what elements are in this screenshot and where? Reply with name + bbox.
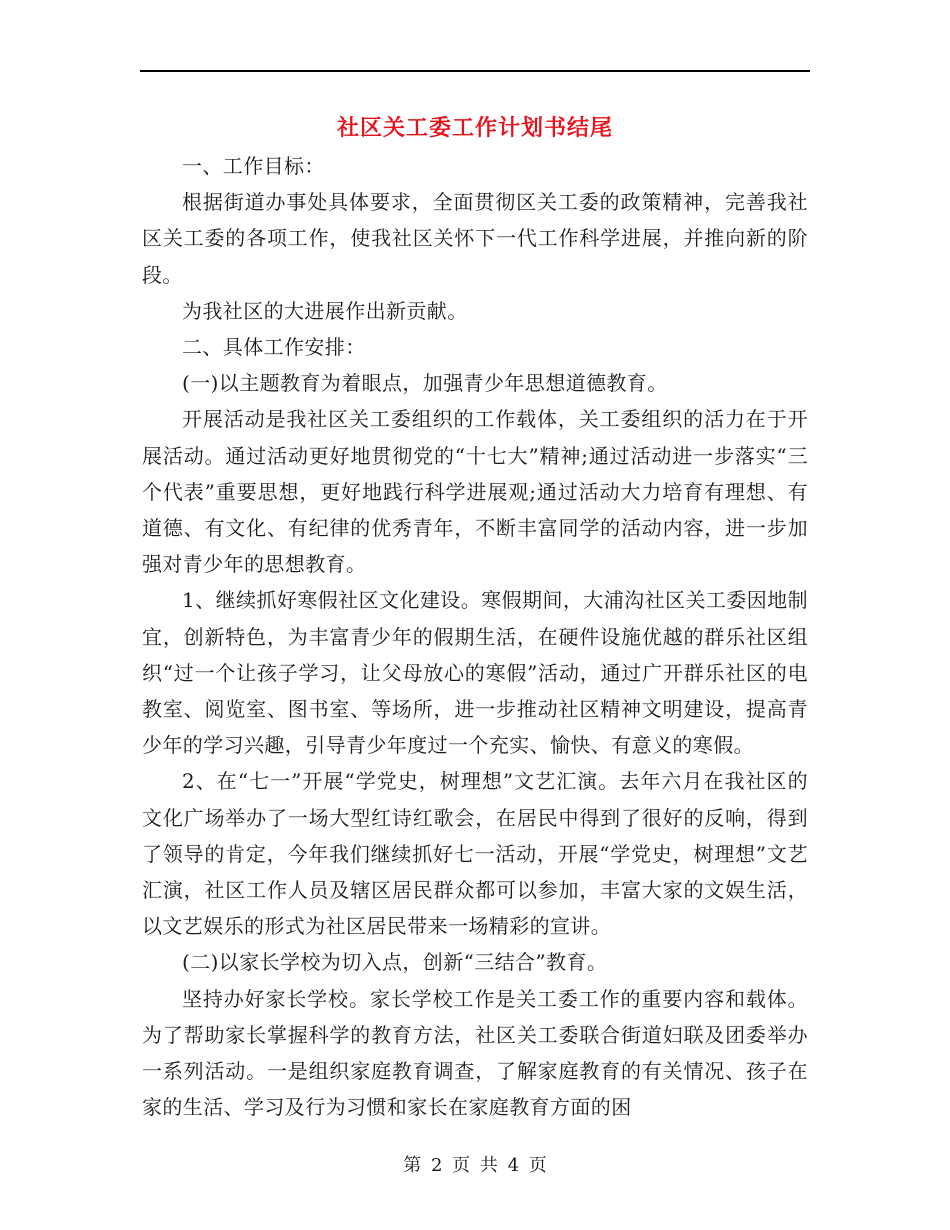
paragraph-item-2: 2、在“七一”开展“学党史，树理想”文艺汇演。去年六月在我社区的文化广场举办了一场大型红诗红歌会，在居民中得到了很好的反响，得到了领导的肯定，今年我们继续抓好七一活动，开展“学党史，树理想”文艺汇演，社区工作人员及辖区居民群众都可以参加，丰富大家的文娱生活，以文艺娱乐的形式为社区居民带来一场精彩的宣讲。 xyxy=(142,769,808,939)
paragraph-section-heading-1: 一、工作目标： xyxy=(182,154,325,178)
document-title: 社区关工委工作计划书结尾 xyxy=(336,115,613,141)
paragraph-section-heading-2: 二、具体工作安排： xyxy=(182,335,366,360)
paragraph-subheading-1: (一)以主题教育为着眼点，加强青少年思想道德教育。 xyxy=(182,371,668,396)
header-rule xyxy=(140,70,810,72)
document-body xyxy=(142,148,808,1125)
paragraph-subheading-2: (二)以家长学校为切入点，创新“三结合”教育。 xyxy=(182,950,608,975)
page-number-footer: 第 2 页 共 4 页 xyxy=(403,1155,547,1176)
paragraph-goal-description: 根据街道办事处具体要求，全面贯彻区关工委的政策精神，完善我社区关工委的各项工作，使我社区关怀下一代工作科学进展，并推向新的阶段。 xyxy=(142,190,808,287)
paragraph-item-1: 1、继续抓好寒假社区文化建设。寒假期间，大浦沟社区关工委因地制宜，创新特色，为丰富青少年的假期生活，在硬件设施优越的群乐社区组织“过一个让孩子学习，让父母放心的寒假”活动，通过广开群乐社区的电教室、阅览室、图书室、等场所，进一步推动社区精神文明建设，提高青少年的学习兴趣，引导青少年度过一个充实、愉快、有意义的寒假。 xyxy=(142,588,808,758)
paragraph-activities: 开展活动是我社区关工委组织的工作载体，关工委组织的活力在于开展活动。通过活动更好地贯彻党的“十七大”精神;通过活动进一步落实“三个代表”重要思想，更好地践行科学进展观;通过活动大力培育有理想、有道德、有文化、有纪律的优秀青年，不断丰富同学的活动内容，进一步加强对青少年的思想教育。 xyxy=(142,407,808,577)
paragraph-contribution: 为我社区的大进展作出新贡献。 xyxy=(182,298,468,323)
paragraph-parent-school: 坚持办好家长学校。家长学校工作是关工委工作的重要内容和载体。为了帮助家长掌握科学的教育方法，社区关工委联合街道妇联及团委举办一系列活动。一是组织家庭教育调查，了解家庭教育的有关情况、孩子在家的生活、学习及行为习惯和家长在家庭教育方面的困 xyxy=(142,986,808,1120)
